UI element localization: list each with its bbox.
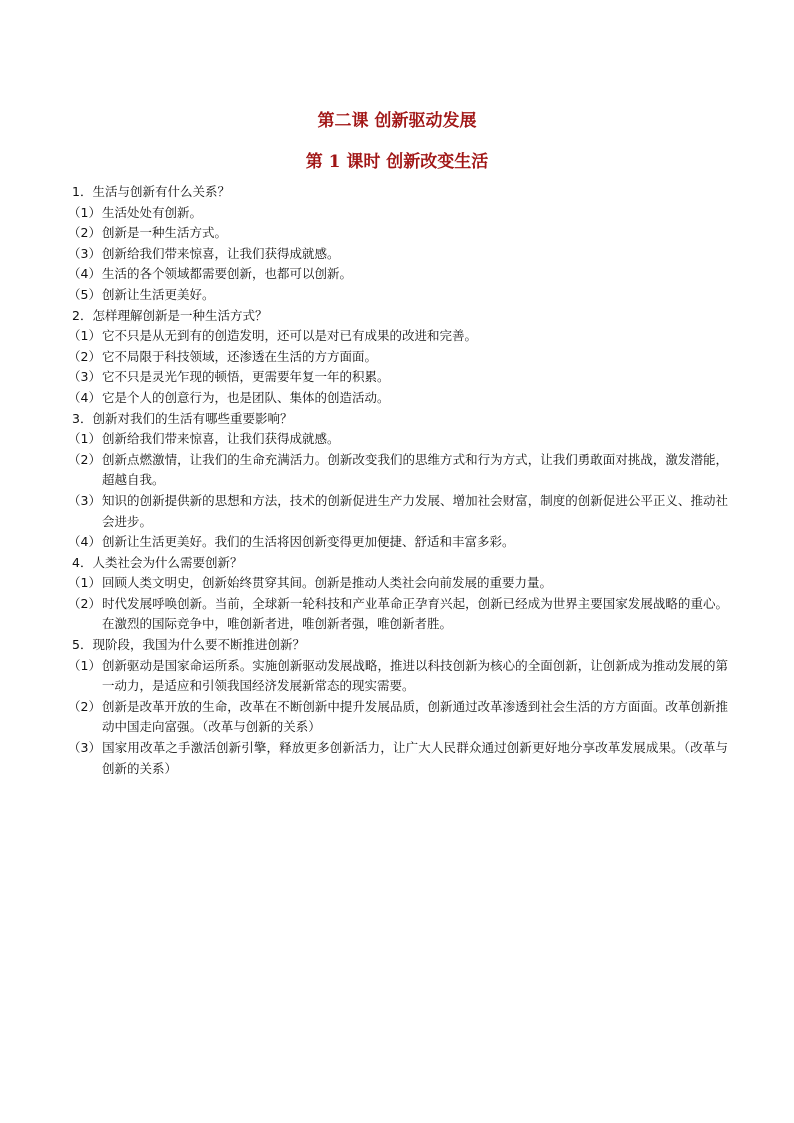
answer-number: （1） bbox=[68, 657, 101, 673]
answer-number: （4） bbox=[68, 266, 101, 282]
answer bbox=[68, 450, 728, 491]
answer-text: 生活的各个领域都需要创新，也都可以创新。 bbox=[102, 266, 353, 282]
question: 5．现阶段，我国为什么要不断推进创新？ bbox=[72, 637, 305, 653]
answer-text: 它是个人的创意行为，也是团队、集体的创造活动。 bbox=[102, 389, 390, 405]
answer-text: 创新是一种生活方式。 bbox=[102, 225, 228, 241]
answer-number: （2） bbox=[68, 451, 101, 467]
qa-block-2 bbox=[68, 306, 728, 409]
answer bbox=[68, 285, 728, 306]
answer-number: （2） bbox=[68, 225, 101, 241]
answer bbox=[68, 244, 728, 265]
answer-text: 它不只是灵光乍现的顿悟，更需要年复一年的积累。 bbox=[102, 369, 390, 385]
answer-number: （1） bbox=[68, 575, 101, 591]
answer-number: （5） bbox=[68, 286, 101, 302]
answer-text: 创新是改革开放的生命，改革在不断创新中提升发展品质，创新通过改革渗透到社会生活的方方面面。改革创新推动中国走向富强。（改革与创新的关系） bbox=[102, 698, 728, 735]
answer bbox=[68, 326, 728, 347]
qa-content bbox=[68, 182, 728, 779]
answer-text: 时代发展呼唤创新。当前，全球新一轮科技和产业革命正孕育兴起，创新已经成为世界主要国家发展战略的重心。在激烈的国际竞争中，唯创新者进，唯创新者强，唯创新者胜。 bbox=[102, 595, 728, 632]
answer-number: （3） bbox=[68, 740, 101, 756]
section-title: 第 1 课时 创新改变生活 bbox=[305, 152, 489, 172]
answer bbox=[68, 738, 728, 779]
answer bbox=[68, 388, 728, 409]
answer-text: 回顾人类文明史，创新始终贯穿其间。创新是推动人类社会向前发展的重要力量。 bbox=[102, 575, 553, 591]
answer-number: （4） bbox=[68, 534, 101, 550]
answer-number: （2） bbox=[68, 348, 101, 364]
lesson-title: 第二课 创新驱动发展 bbox=[317, 111, 477, 131]
answer bbox=[68, 532, 728, 553]
answer bbox=[68, 367, 728, 388]
answer bbox=[68, 223, 728, 244]
answer-number: （1） bbox=[68, 328, 101, 344]
answer-number: （1） bbox=[68, 431, 101, 447]
answer-text: 创新让生活更美好。 bbox=[102, 286, 215, 302]
answer-text: 它不局限于科技领域，还渗透在生活的方方面面。 bbox=[102, 348, 378, 364]
answer-text: 创新给我们带来惊喜，让我们获得成就感。 bbox=[102, 431, 340, 447]
answer-number: （3） bbox=[68, 245, 101, 261]
answer bbox=[68, 203, 728, 224]
answer-text: 创新驱动是国家命运所系。实施创新驱动发展战略，推进以科技创新为核心的全面创新，让创新成为推动发展的第一动力，是适应和引领我国经济发展新常态的现实需要。 bbox=[102, 657, 728, 694]
qa-block-1 bbox=[68, 182, 728, 306]
answer-text: 知识的创新提供新的思想和方法，技术的创新促进生产力发展、增加社会财富，制度的创新促进公平正义、推动社会进步。 bbox=[102, 492, 728, 529]
answer bbox=[68, 429, 728, 450]
qa-block-3 bbox=[68, 409, 728, 553]
answer-number: （3） bbox=[68, 369, 101, 385]
answer-text: 创新点燃激情，让我们的生命充满活力。创新改变我们的思维方式和行为方式，让我们勇敢面对挑战，激发潜能，超越自我。 bbox=[102, 451, 728, 488]
answer-number: （3） bbox=[68, 492, 101, 508]
answer-number: （2） bbox=[68, 698, 101, 714]
answer bbox=[68, 656, 728, 697]
question: 2．怎样理解创新是一种生活方式？ bbox=[72, 307, 268, 323]
answer bbox=[68, 573, 728, 594]
answer bbox=[68, 264, 728, 285]
qa-block-5 bbox=[68, 635, 728, 779]
question: 3．创新对我们的生活有哪些重要影响？ bbox=[72, 410, 293, 426]
answer-text: 创新让生活更美好。我们的生活将因创新变得更加便捷、舒适和丰富多彩。 bbox=[102, 534, 515, 550]
question: 4．人类社会为什么需要创新？ bbox=[72, 554, 243, 570]
answer-text: 国家用改革之手激活创新引擎，释放更多创新活力，让广大人民群众通过创新更好地分享改革发展成果。（改革与创新的关系） bbox=[102, 740, 728, 776]
answer-number: （4） bbox=[68, 389, 101, 405]
answer bbox=[68, 594, 728, 635]
answer bbox=[68, 347, 728, 368]
answer-number: （1） bbox=[68, 204, 101, 220]
question: 1．生活与创新有什么关系？ bbox=[72, 184, 230, 199]
answer-text: 它不只是从无到有的创造发明，还可以是对已有成果的改进和完善。 bbox=[102, 328, 478, 344]
qa-block-4 bbox=[68, 553, 728, 635]
answer bbox=[68, 491, 728, 532]
answer bbox=[68, 697, 728, 738]
answer-text: 创新给我们带来惊喜，让我们获得成就感。 bbox=[102, 245, 340, 261]
answer-text: 生活处处有创新。 bbox=[102, 204, 203, 220]
answer-number: （2） bbox=[68, 595, 101, 611]
